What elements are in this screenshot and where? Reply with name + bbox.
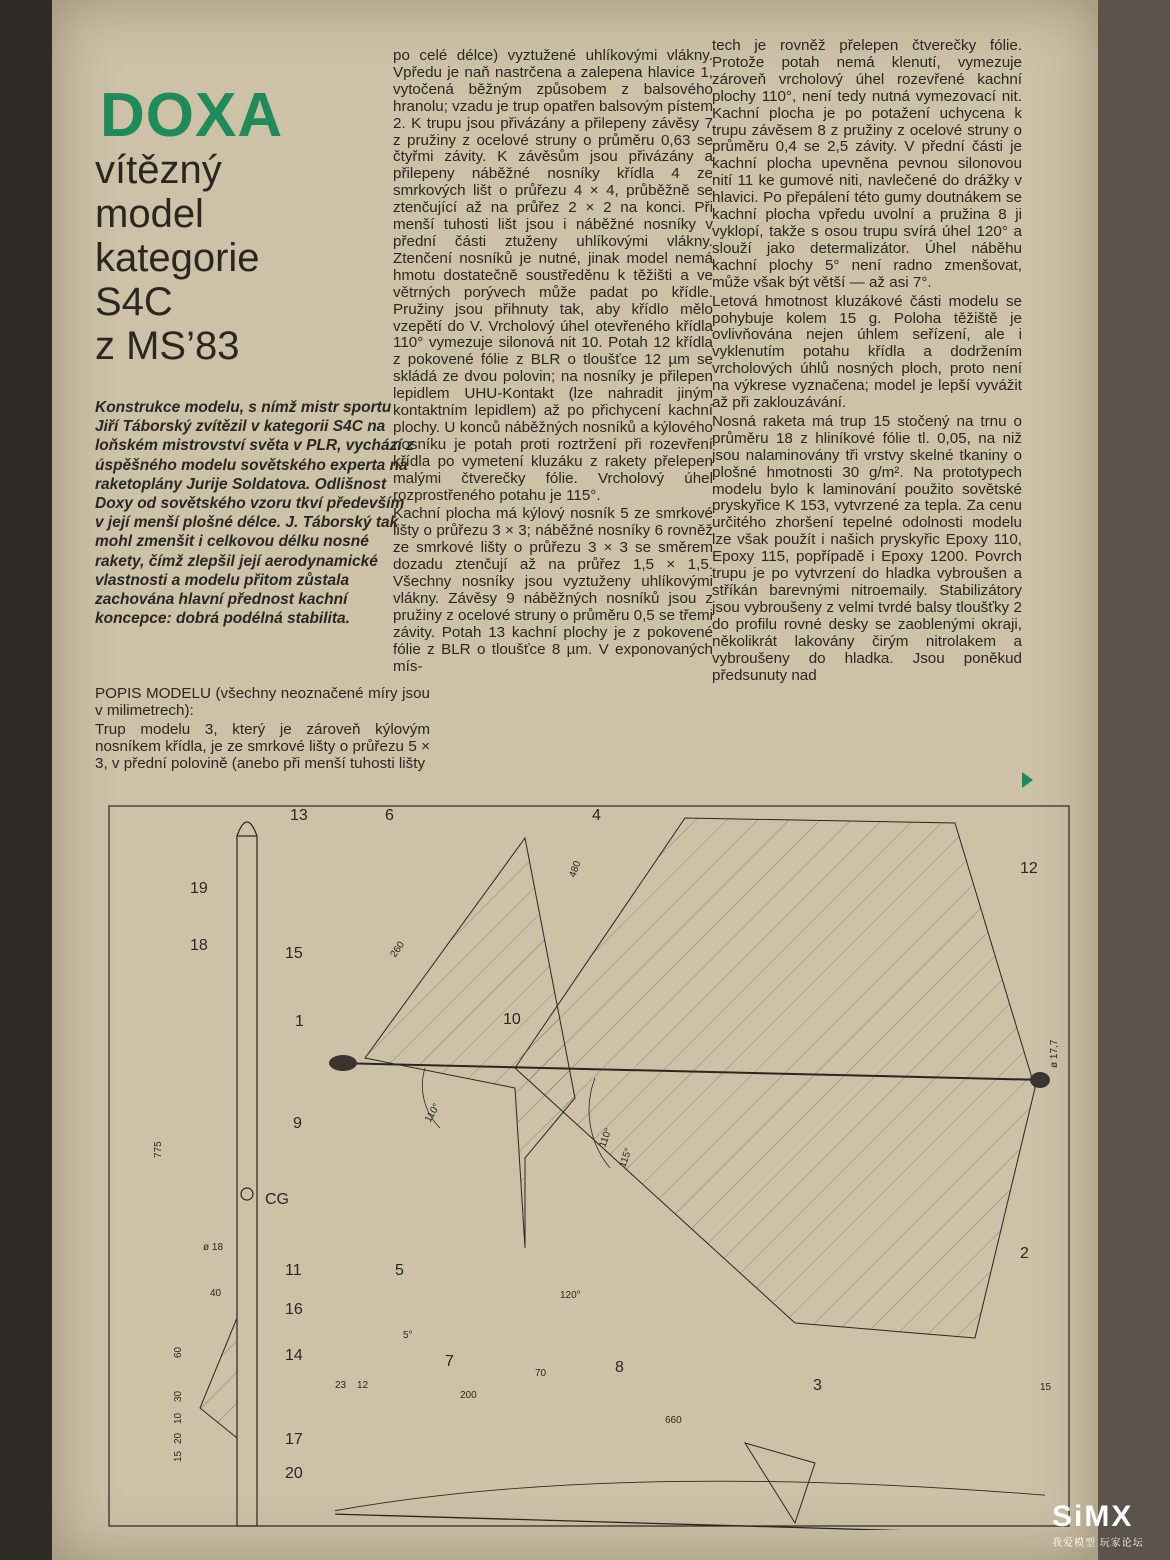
dim-200: 200 <box>460 1390 477 1401</box>
cg-marker <box>241 1188 253 1200</box>
label-8: 8 <box>615 1359 624 1376</box>
column-1-text <box>95 686 430 775</box>
label-12: 12 <box>1020 860 1038 877</box>
label-6: 6 <box>385 807 394 824</box>
watermark-brand: SiMX <box>1052 1500 1134 1533</box>
label-13: 13 <box>290 807 308 824</box>
paragraph: Letová hmotnost kluzákové části modelu se pohybuje kolem 15 g. Poloha těžiště je ovlivňována nejen úhlem seřízení, ale i vyklenutím potahu křídla a dodržením vrcholových úhlů nosných ploch, proto není na výkrese vyznačena; model je lepší vyvážit až při zaklouzávání. <box>712 292 1022 412</box>
tail-piston <box>1030 1072 1050 1088</box>
dim-110-wing: 110° <box>597 1126 615 1150</box>
background-left <box>0 0 52 1560</box>
dim-15-tail: 15 <box>1040 1382 1052 1393</box>
label-19: 19 <box>190 880 208 897</box>
label-14: 14 <box>285 1347 303 1364</box>
canard-outline <box>365 838 575 1248</box>
dim-260: 260 <box>388 939 408 960</box>
watermark-logo <box>1052 1500 1162 1556</box>
dim-40: 40 <box>210 1288 222 1299</box>
column-2-text <box>393 48 713 678</box>
label-4: 4 <box>592 807 601 824</box>
dim-775: 775 <box>153 1141 164 1158</box>
label-7: 7 <box>445 1353 454 1370</box>
rocket-nose <box>237 822 257 836</box>
subtitle-line: kategorie <box>95 236 260 280</box>
watermark-tagline: 我爱模型 玩家论坛 <box>1052 1538 1144 1549</box>
subtitle-line: z MS’83 <box>95 324 240 368</box>
dim-20: 20 <box>173 1432 184 1444</box>
dim-120deg: 120° <box>560 1290 581 1301</box>
dim-5deg: 5° <box>403 1330 413 1341</box>
dim-18: ø 18 <box>203 1242 224 1253</box>
subtitle-line: S4C <box>95 280 173 324</box>
side-view-fuselage <box>335 1514 1045 1530</box>
subtitle-line: model <box>95 192 204 236</box>
rocket-body <box>237 836 257 1526</box>
article-intro: Konstrukce modelu, s nímž mistr sportu Jiří Táborský zvítězil v kategorii S4C na loňském mistrovství světa v PLR, vychází z úspěšného modelu sovětského experta na raketoplány Jurije Soldatova. Odlišnost Doxy od sovětského vzoru tkví především v její menší plošné délce. J. Táborský tak mohl zmenšit i celkovou délku nosné rakety, čímž zlepšil její aerodynamické vlastnosti a modelu přitom zůstala zachována hlavní přednost kachní koncepce: dobrá podélná stabilita. <box>95 399 414 628</box>
paragraph: Kachní plocha má kýlový nosník 5 ze smrkové lišty o průřezu 3 × 3; náběžné nosníky 6 rovněž ze smrkové lišty o průřezu 3 × 3 se směrem dozadu ztenčují až na průřez 1,5 × 1,5. Všechny nosníky jsou vyztuženy uhlíkovými vlákny. Závěsy 9 náběžných nosníků jsou z pružiny z ocelové struny o průměru 0,5 se třemi závity. Potah 13 kachní plochy je z pokovené fólie z BLR o tloušťce 8 µm. V exponovaných mís- <box>393 505 713 675</box>
label-15: 15 <box>285 945 303 962</box>
label-16: 16 <box>285 1301 303 1318</box>
label-18: 18 <box>190 937 208 954</box>
continue-arrow-icon <box>1022 772 1033 788</box>
paragraph: tech je rovněž přelepen čtverečky fólie. Protože potah nemá klenutí, vymezuje zároveň vrcholový úhel rozevřené kachní plochy 110°, není tedy nutná vymezovací nit. Kachní plocha je po potažení uchycena k trupu závěsem 8 z pružiny z ocelové struny o průměru 0,4 se 2,5 závity. V přední části je kachní plocha upevněna pevnou silonovou nití 11 ke gumové niti, navlečené do drážky v hlavici. Po přepálení této gumy doutnákem se kachní plocha vpředu uvolní a pružina 8 ji vyklopí, takže s osou trupu svírá úhel 120° a slouží jako determalizátor. Úhel náběhu kachní plochy 5° není radno zmenšovat, může však být větší — až asi 7°. <box>712 37 1022 291</box>
nose-head <box>329 1055 357 1071</box>
paragraph: Trup modelu 3, který je zároveň kýlovým nosníkem křídla, je ze smrkové lišty o průřezu 5 × 3, v přední polovině (anebo při menší tuhosti lišty <box>95 720 430 772</box>
next-page-edge <box>1098 0 1170 1560</box>
dim-660: 660 <box>665 1415 682 1426</box>
dim-30: 30 <box>173 1390 184 1402</box>
column-3-text <box>712 38 1022 686</box>
dim-115: 115° <box>617 1146 635 1170</box>
label-3: 3 <box>813 1377 822 1394</box>
label-5: 5 <box>395 1262 404 1279</box>
dim-60: 60 <box>173 1346 184 1358</box>
dim-15-rocket: 15 <box>173 1450 184 1462</box>
paragraph: Nosná raketa má trup 15 stočený na trnu o průměru 18 z hliníkové fólie tl. 0,05, na niž jsou nalaminovány tři vrstvy skelné tkaniny o plošné hmotnosti 30 g/m². Na prototypech modelu bylo k laminování použito sovětské pryskyřice K 153, vytvrzené za tepla. Za cenu určitého zhoršení tepelné odolnosti modelu lze však použít i našich pryskyřic Epoxy 110, Epoxy 115, popřípadě i Epoxy 1200. Povrch trupu je po vytvrzení do hladka vybroušen a stříkán barevnými nitroemaily. Stabilizátory jsou vybroušeny z velmi tvrdé balsy tloušťky 2 do profilu rovné desky se zaoblenými okraji, několikrát lakovány čirým nitrolakem a vybroušeny do hladka. Jsou poněkud předsunuty nad <box>712 412 1022 684</box>
dim-12: 12 <box>357 1380 369 1391</box>
drawing-svg <box>95 798 1075 1530</box>
label-11: 11 <box>285 1262 302 1279</box>
subtitle-line: vítězný <box>95 148 222 192</box>
side-view-wing <box>335 1481 1045 1511</box>
fin-detail-sketch <box>745 1443 815 1523</box>
label-1: 1 <box>295 1013 304 1030</box>
dim-480: 480 <box>567 859 584 880</box>
dim-10: 10 <box>173 1412 184 1424</box>
article-subtitle <box>95 148 305 368</box>
dim-110-canard: 110° <box>423 1101 443 1125</box>
paragraph: po celé délce) vyztužené uhlíkovými vlákny. Vpředu je naň nastrčena a zalepena hlavice 1, vytočená běžným způsobem z balsového hranolu; vzadu je trup opatřen balsovým pístem 2. K trupu jsou přivázány a přilepeny závěsy 7 z pružiny z ocelové struny o průměru 0,63 se čtyřmi závity. K závěsům jsou přivázány a přilepeny náběžné nosníky křídla 4 ze smrkových lišt o průřezu 4 × 4, průběžně se ztenčující až na průřez 2 × 2 na konci. Při menší tuhosti lišt jsou i náběžné nosníky v přední části ztuženy uhlíkovými vlákny. Ztenčení nosníků je nutné, jinak model nemá hmotu dostatečně soustředěnu k těžišti a ve větrných porývech může padat po křídle. Pružiny jsou přihnuty tak, aby křídlo mělo vzepětí do V. Vrcholový úhel otevřeného křídla 110° vymezuje silonová nit 10. Potah 12 křídla z pokovené fólie z BLR o tloušťce 12 µm se skládá ze dvou polovin; na nosníky je přilepen lepidlem UHU-Kontakt (lze nahradit jiným kontaktním lepidlem) až po přichycení kachní plochy. U konců náběžných nosníků a kýlového nosníku je potah proti roztržení při rozevření křídla po vymetení kluzáku z rakety přelepen malými čtverečky fólie. Vrcholový úhel rozprostřeného potahu je 115°. <box>393 47 713 504</box>
label-17: 17 <box>285 1431 303 1448</box>
label-9: 9 <box>293 1115 302 1132</box>
label-10: 10 <box>503 1011 521 1028</box>
rocket-fin <box>200 1318 237 1438</box>
technical-drawing <box>95 798 1075 1530</box>
dim-17-7: ø 17,7 <box>1049 1039 1060 1068</box>
label-2: 2 <box>1020 1245 1029 1262</box>
dim-70: 70 <box>535 1368 547 1379</box>
paragraph: POPIS MODELU (všechny neoznačené míry jsou v milimetrech): <box>95 685 430 719</box>
label-cg: CG <box>265 1191 289 1208</box>
dim-23: 23 <box>335 1380 347 1391</box>
label-20: 20 <box>285 1465 303 1482</box>
article-title: DOXA <box>100 81 284 150</box>
